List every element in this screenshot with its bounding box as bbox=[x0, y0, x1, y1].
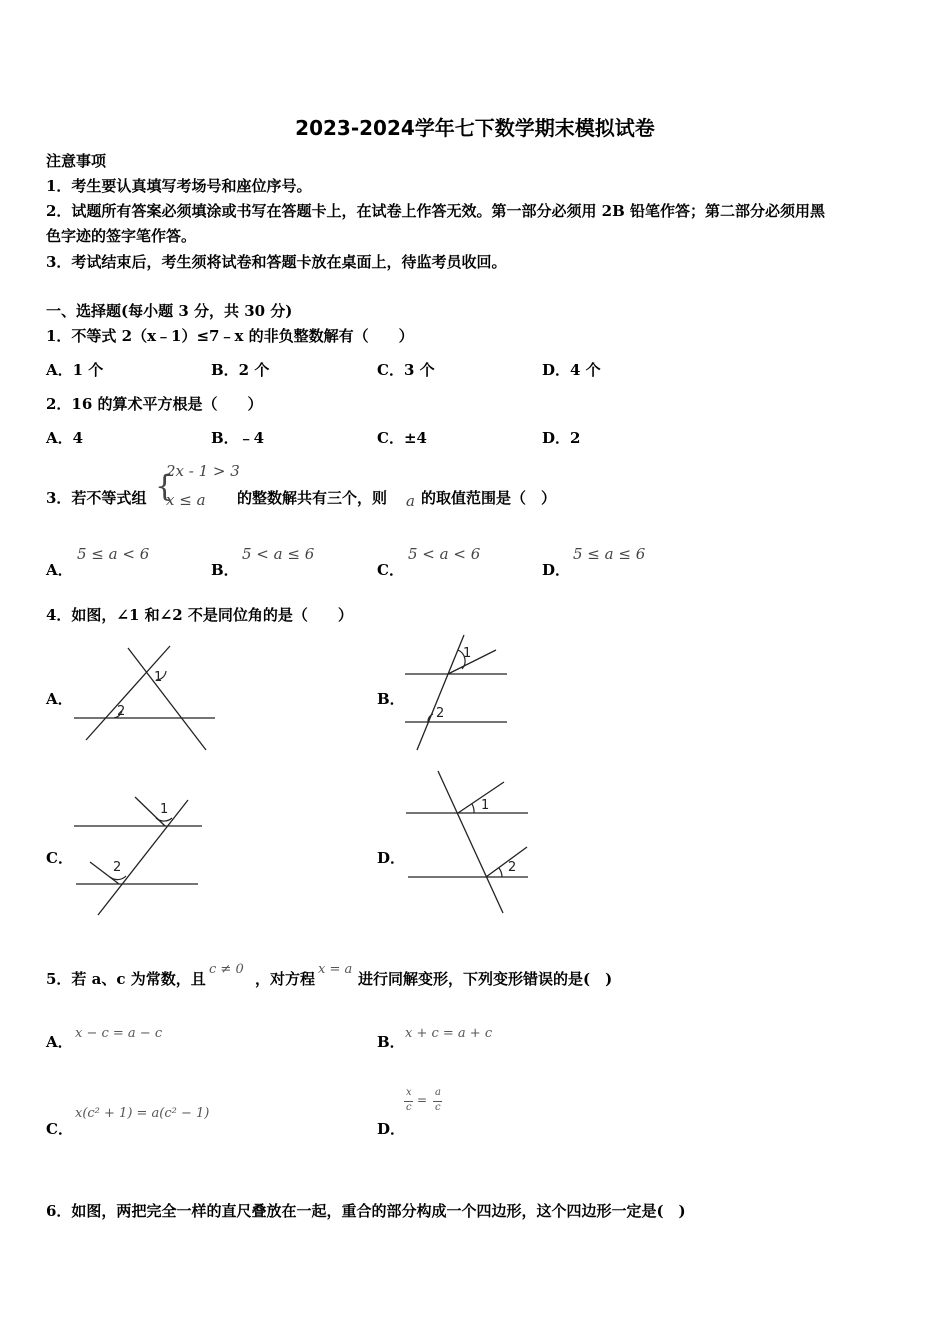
question-4-stem: 4．如图，∠1 和∠2 不是同位角的是（ ） bbox=[46, 606, 353, 624]
q5-d-denominator-1: c bbox=[406, 1102, 412, 1113]
q5-option-b-label: B． bbox=[377, 1033, 405, 1051]
q2-option-b: B．﹣4 bbox=[211, 429, 265, 447]
q5-condition: c ≠ 0 bbox=[209, 962, 244, 977]
q4-option-b-label: B． bbox=[377, 690, 405, 708]
question-3-middle: 的整数解共有三个，则 bbox=[237, 489, 388, 507]
question-2-stem: 2．16 的算术平方根是（ ） bbox=[46, 395, 263, 413]
question-5-middle: ，对方程 bbox=[255, 970, 316, 988]
q1-option-a: A．1 个 bbox=[46, 361, 104, 379]
q5-option-a: x − c = a − c bbox=[75, 1026, 163, 1041]
q5-option-b: x + c = a + c bbox=[405, 1026, 493, 1041]
q4b-angle-1: 1 bbox=[463, 646, 472, 661]
q3-system-brace: { bbox=[155, 469, 175, 504]
q1-option-b: B．2 个 bbox=[211, 361, 270, 379]
page-title: 2023-2024学年七下数学期末模拟试卷 bbox=[295, 116, 655, 140]
q4d-angle-2: 2 bbox=[508, 860, 517, 875]
q3-option-d-label: D． bbox=[542, 561, 571, 579]
note-item-2-cont: 色字迹的签字笔作答。 bbox=[46, 227, 197, 245]
q3-option-b-label: B． bbox=[211, 561, 239, 579]
q1-option-d: D．4 个 bbox=[542, 361, 601, 379]
q5-option-c-label: C． bbox=[46, 1120, 73, 1138]
q4c-angle-1: 1 bbox=[160, 802, 169, 817]
q3-variable-a: a bbox=[406, 492, 415, 510]
q3-option-a-label: A． bbox=[46, 561, 73, 579]
q4b-angle-2: 2 bbox=[436, 706, 445, 721]
q4-figure-c bbox=[70, 790, 210, 920]
note-item-1: 1．考生要认真填写考场号和座位序号。 bbox=[46, 177, 312, 195]
q5-option-d bbox=[403, 1086, 448, 1120]
q4-option-d-label: D． bbox=[377, 849, 406, 867]
q4d-angle-1: 1 bbox=[481, 798, 490, 813]
q3-option-c-label: C． bbox=[377, 561, 404, 579]
q4a-angle-2: 2 bbox=[117, 704, 126, 719]
q5-option-d-label: D． bbox=[377, 1120, 406, 1138]
q5-d-equals: = bbox=[417, 1093, 428, 1107]
question-3-prefix: 3．若不等式组 bbox=[46, 489, 147, 507]
q3-option-c: 5 < a < 6 bbox=[408, 545, 481, 563]
q3-inequality-1: 2x - 1 > 3 bbox=[166, 462, 240, 480]
q2-option-c: C．±4 bbox=[377, 429, 427, 447]
q4-figure-a bbox=[70, 640, 220, 755]
q4-figure-b bbox=[400, 630, 515, 755]
q2-option-d: D．2 bbox=[542, 429, 581, 447]
q4-figure-d bbox=[400, 765, 535, 920]
question-3-suffix: 的取值范围是（ ） bbox=[421, 489, 557, 507]
q5-d-numerator-1: x bbox=[406, 1087, 412, 1098]
q3-option-a: 5 ≤ a < 6 bbox=[77, 545, 150, 563]
q5-option-a-label: A． bbox=[46, 1033, 73, 1051]
q5-d-denominator-2: c bbox=[435, 1102, 441, 1113]
q3-option-b: 5 < a ≤ 6 bbox=[242, 545, 315, 563]
section-heading: 一、选择题(每小题 3 分，共 30 分) bbox=[46, 302, 293, 320]
notes-heading: 注意事项 bbox=[46, 152, 107, 170]
question-1-stem: 1．不等式 2（x﹣1）≤7﹣x 的非负整数解有（ ） bbox=[46, 327, 414, 345]
q1-option-c: C．3 个 bbox=[377, 361, 435, 379]
q5-equation: x = a bbox=[318, 962, 353, 977]
q3-option-d: 5 ≤ a ≤ 6 bbox=[573, 545, 646, 563]
q3-inequality-2: x ≤ a bbox=[166, 491, 206, 509]
q4a-angle-1: 1 bbox=[154, 670, 163, 685]
q5-option-c: x(c² + 1) = a(c² − 1) bbox=[75, 1106, 210, 1121]
q5-d-numerator-2: a bbox=[435, 1087, 441, 1098]
q4-option-a-label: A． bbox=[46, 690, 73, 708]
question-6-stem: 6．如图，两把完全一样的直尺叠放在一起，重合的部分构成一个四边形，这个四边形一定是( ) bbox=[46, 1202, 686, 1220]
q4-option-c-label: C． bbox=[46, 849, 73, 867]
q2-option-a: A．4 bbox=[46, 429, 84, 447]
question-5-prefix: 5．若 a、c 为常数，且 bbox=[46, 970, 206, 988]
note-item-3: 3．考试结束后，考生须将试卷和答题卡放在桌面上，待监考员收回。 bbox=[46, 253, 507, 271]
q4c-angle-2: 2 bbox=[113, 860, 122, 875]
question-5-suffix: 进行同解变形，下列变形错误的是( ) bbox=[358, 970, 613, 988]
note-item-2: 2．试题所有答案必须填涂或书写在答题卡上，在试卷上作答无效。第一部分必须用 2B 铅笔作答；第二部分必须用黑 bbox=[46, 202, 826, 220]
